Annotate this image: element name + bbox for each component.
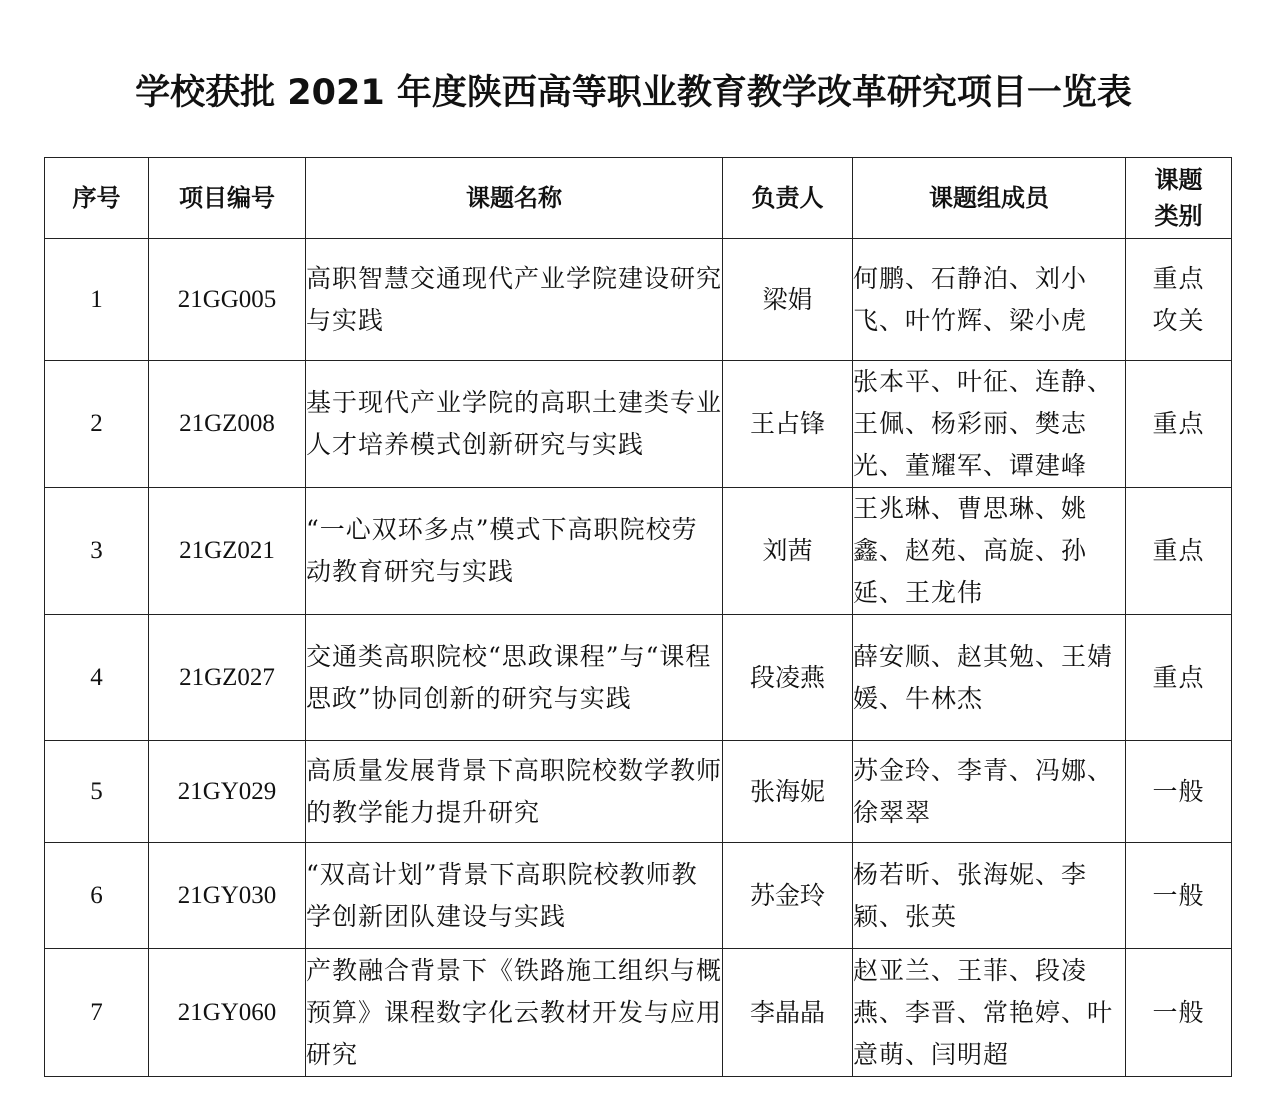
cell-code: 21GG005 bbox=[149, 239, 306, 361]
cell-category: 一般 bbox=[1126, 741, 1232, 843]
header-members: 课题组成员 bbox=[853, 158, 1126, 239]
cell-leader: 梁娟 bbox=[723, 239, 853, 361]
cell-members: 王兆琳、曹思琳、姚鑫、赵苑、高旋、孙延、王龙伟 bbox=[853, 488, 1126, 615]
cell-index: 4 bbox=[45, 615, 149, 741]
cell-members: 张本平、叶征、连静、王佩、杨彩丽、樊志光、董耀军、谭建峰 bbox=[853, 361, 1126, 488]
cell-category: 重点 bbox=[1126, 361, 1232, 488]
cell-index: 5 bbox=[45, 741, 149, 843]
cell-category: 重点攻关 bbox=[1126, 239, 1232, 361]
cell-name: “双高计划”背景下高职院校教师教学创新团队建设与实践 bbox=[306, 843, 723, 949]
cell-name: 交通类高职院校“思政课程”与“课程思政”协同创新的研究与实践 bbox=[306, 615, 723, 741]
header-name: 课题名称 bbox=[306, 158, 723, 239]
cell-code: 21GZ021 bbox=[149, 488, 306, 615]
cell-members: 苏金玲、李青、冯娜、徐翠翠 bbox=[853, 741, 1126, 843]
cell-category: 一般 bbox=[1126, 949, 1232, 1077]
cell-code: 21GY030 bbox=[149, 843, 306, 949]
table-row bbox=[45, 361, 1232, 488]
table-row bbox=[45, 615, 1232, 741]
cell-leader: 李晶晶 bbox=[723, 949, 853, 1077]
cell-category: 重点 bbox=[1126, 615, 1232, 741]
cell-members: 赵亚兰、王菲、段凌燕、李晋、常艳婷、叶意萌、闫明超 bbox=[853, 949, 1126, 1077]
cell-code: 21GY060 bbox=[149, 949, 306, 1077]
table-header-row bbox=[45, 158, 1232, 239]
cell-code: 21GY029 bbox=[149, 741, 306, 843]
cell-name: 高职智慧交通现代产业学院建设研究与实践 bbox=[306, 239, 723, 361]
cell-code: 21GZ008 bbox=[149, 361, 306, 488]
cell-members: 杨若昕、张海妮、李颖、张英 bbox=[853, 843, 1126, 949]
cell-index: 7 bbox=[45, 949, 149, 1077]
page-title: 学校获批 2021 年度陕西高等职业教育教学改革研究项目一览表 bbox=[135, 73, 1132, 113]
cell-leader: 张海妮 bbox=[723, 741, 853, 843]
cell-index: 2 bbox=[45, 361, 149, 488]
header-leader: 负责人 bbox=[723, 158, 853, 239]
cell-name: “一心双环多点”模式下高职院校劳动教育研究与实践 bbox=[306, 488, 723, 615]
table-row bbox=[45, 949, 1232, 1077]
header-category: 课题类别 bbox=[1126, 158, 1232, 239]
table-row bbox=[45, 239, 1232, 361]
cell-name: 产教融合背景下《铁路施工组织与概预算》课程数字化云教材开发与应用研究 bbox=[306, 949, 723, 1077]
header-code: 项目编号 bbox=[149, 158, 306, 239]
table-row bbox=[45, 488, 1232, 615]
cell-index: 3 bbox=[45, 488, 149, 615]
cell-leader: 刘茜 bbox=[723, 488, 853, 615]
cell-name: 基于现代产业学院的高职土建类专业人才培养模式创新研究与实践 bbox=[306, 361, 723, 488]
cell-category: 重点 bbox=[1126, 488, 1232, 615]
table-row bbox=[45, 843, 1232, 949]
table-row bbox=[45, 741, 1232, 843]
cell-leader: 段凌燕 bbox=[723, 615, 853, 741]
cell-leader: 王占锋 bbox=[723, 361, 853, 488]
cell-members: 薛安顺、赵其勉、王婧媛、牛林杰 bbox=[853, 615, 1126, 741]
header-index: 序号 bbox=[45, 158, 149, 239]
cell-name: 高质量发展背景下高职院校数学教师的教学能力提升研究 bbox=[306, 741, 723, 843]
cell-index: 6 bbox=[45, 843, 149, 949]
cell-leader: 苏金玲 bbox=[723, 843, 853, 949]
cell-index: 1 bbox=[45, 239, 149, 361]
cell-members: 何鹏、石静泊、刘小飞、叶竹辉、梁小虎 bbox=[853, 239, 1126, 361]
cell-code: 21GZ027 bbox=[149, 615, 306, 741]
cell-category: 一般 bbox=[1126, 843, 1232, 949]
project-table bbox=[44, 157, 1232, 1077]
